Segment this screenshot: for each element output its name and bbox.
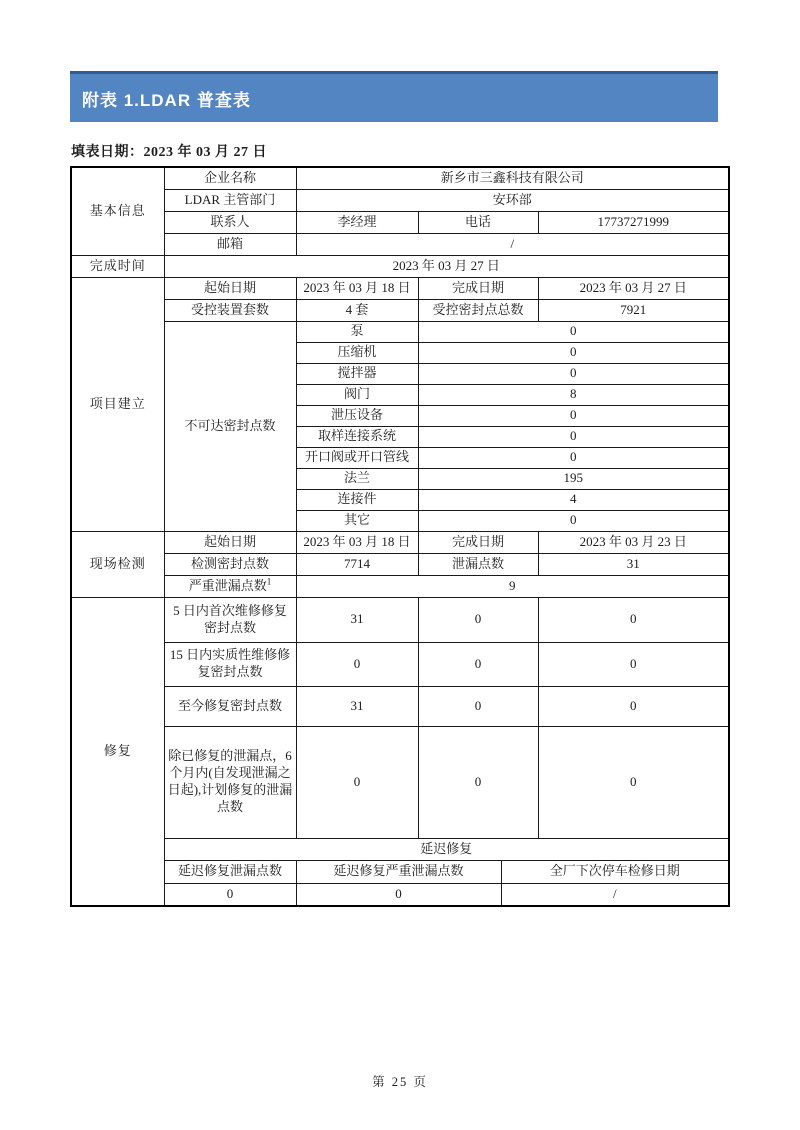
cell-equip-flange-label: 法兰 — [296, 468, 418, 489]
cell-project-setup-section: 项目建立 — [71, 277, 164, 531]
cell-equip-openvalve-value: 0 — [418, 447, 729, 468]
cell-equip-other-label: 其它 — [296, 510, 418, 531]
cell-equip-valve-value: 8 — [418, 384, 729, 405]
cell-sealpoint-total-label: 受控密封点总数 — [418, 299, 538, 321]
page-number: 第 25 页 — [372, 1075, 428, 1089]
cell-fd-end-label: 完成日期 — [418, 531, 538, 553]
cell-detected-value: 7714 — [296, 553, 418, 575]
cell-severe-leak-label — [164, 575, 296, 597]
cell-unit-count-label: 受控装置套数 — [164, 299, 296, 321]
cell-next-shutdown-value: / — [501, 883, 729, 906]
cell-severe-leak-value: 9 — [296, 575, 729, 597]
cell-phone-label: 电话 — [418, 211, 538, 233]
section-title-banner — [70, 71, 718, 122]
cell-equip-relief-value: 0 — [418, 405, 729, 426]
cell-equip-relief-label: 泄压设备 — [296, 405, 418, 426]
cell-repair-todate-label: 至今修复密封点数 — [164, 686, 296, 726]
fill-date-line: 填表日期：2023 年 03 月 27 日 — [71, 145, 267, 160]
cell-equip-agitator-value: 0 — [418, 363, 729, 384]
cell-repair-15day-v1: 0 — [296, 642, 418, 686]
cell-repair-15day-v2: 0 — [418, 642, 538, 686]
cell-unit-count-value: 4 套 — [296, 299, 418, 321]
cell-repair-15day-v3: 0 — [538, 642, 729, 686]
cell-delayed-severe-label: 延迟修复严重泄漏点数 — [296, 860, 501, 883]
cell-repair-todate-v1: 31 — [296, 686, 418, 726]
cell-fd-start-value: 2023 年 03 月 18 日 — [296, 531, 418, 553]
cell-detected-label: 检测密封点数 — [164, 553, 296, 575]
cell-sealpoint-total-value: 7921 — [538, 299, 729, 321]
cell-ps-start-value: 2023 年 03 月 18 日 — [296, 277, 418, 299]
cell-equip-agitator-label: 搅拌器 — [296, 363, 418, 384]
cell-delayed-leak-value: 0 — [164, 883, 296, 906]
cell-repair-planned-v3: 0 — [538, 726, 729, 838]
ldar-survey-table — [70, 166, 730, 907]
cell-repair-5day-v2: 0 — [418, 597, 538, 642]
cell-dept-value: 安环部 — [296, 189, 729, 211]
cell-ps-start-label: 起始日期 — [164, 277, 296, 299]
cell-delayed-leak-label: 延迟修复泄漏点数 — [164, 860, 296, 883]
cell-repair-todate-v2: 0 — [418, 686, 538, 726]
cell-equip-sampling-value: 0 — [418, 426, 729, 447]
cell-next-shutdown-label: 全厂下次停车检修日期 — [501, 860, 729, 883]
cell-ps-end-label: 完成日期 — [418, 277, 538, 299]
cell-equip-flange-value: 195 — [418, 468, 729, 489]
cell-email-value: / — [296, 233, 729, 255]
footnote-marker: 1 — [266, 576, 272, 587]
cell-equip-connector-value: 4 — [418, 489, 729, 510]
cell-company-label: 企业名称 — [164, 167, 296, 189]
cell-repair-5day-v3: 0 — [538, 597, 729, 642]
cell-equip-valve-label: 阀门 — [296, 384, 418, 405]
cell-repair-5day-v1: 31 — [296, 597, 418, 642]
severe-leak-label-text: 严重泄漏点数 — [188, 577, 267, 593]
cell-repair-planned-v1: 0 — [296, 726, 418, 838]
cell-repair-5day-label: 5 日内首次维修修复密封点数 — [164, 597, 296, 642]
cell-delayed-severe-value: 0 — [296, 883, 501, 906]
cell-unreachable-label: 不可达密封点数 — [164, 321, 296, 531]
cell-equip-connector-label: 连接件 — [296, 489, 418, 510]
cell-phone-value: 17737271999 — [538, 211, 729, 233]
cell-leak-label: 泄漏点数 — [418, 553, 538, 575]
cell-repair-todate-v3: 0 — [538, 686, 729, 726]
cell-completion-label: 完成时间 — [71, 255, 164, 277]
cell-contact-label: 联系人 — [164, 211, 296, 233]
cell-equip-compressor-value: 0 — [418, 342, 729, 363]
cell-repair-15day-label: 15 日内实质性维修修复密封点数 — [164, 642, 296, 686]
cell-ps-end-value: 2023 年 03 月 27 日 — [538, 277, 729, 299]
cell-equip-sampling-label: 取样连接系统 — [296, 426, 418, 447]
cell-basic-info-section: 基本信息 — [71, 167, 164, 255]
cell-field-detection-section: 现场检测 — [71, 531, 164, 597]
cell-fd-end-value: 2023 年 03 月 23 日 — [538, 531, 729, 553]
page-title: 附表 1.LDAR 普查表 — [82, 90, 251, 110]
cell-equip-pump-label: 泵 — [296, 321, 418, 342]
cell-email-label: 邮箱 — [164, 233, 296, 255]
cell-delayed-repair-header: 延迟修复 — [164, 838, 729, 860]
cell-contact-value: 李经理 — [296, 211, 418, 233]
cell-repair-planned-v2: 0 — [418, 726, 538, 838]
cell-leak-value: 31 — [538, 553, 729, 575]
cell-company-value: 新乡市三鑫科技有限公司 — [296, 167, 729, 189]
cell-repair-planned-label: 除已修复的泄漏点，6 个月内(自发现泄漏之日起),计划修复的泄漏点数 — [164, 726, 296, 838]
cell-equip-compressor-label: 压缩机 — [296, 342, 418, 363]
cell-completion-value: 2023 年 03 月 27 日 — [164, 255, 729, 277]
cell-fd-start-label: 起始日期 — [164, 531, 296, 553]
cell-dept-label: LDAR 主管部门 — [164, 189, 296, 211]
cell-repair-section: 修复 — [71, 597, 164, 906]
cell-equip-other-value: 0 — [418, 510, 729, 531]
cell-equip-pump-value: 0 — [418, 321, 729, 342]
cell-equip-openvalve-label: 开口阀或开口管线 — [296, 447, 418, 468]
